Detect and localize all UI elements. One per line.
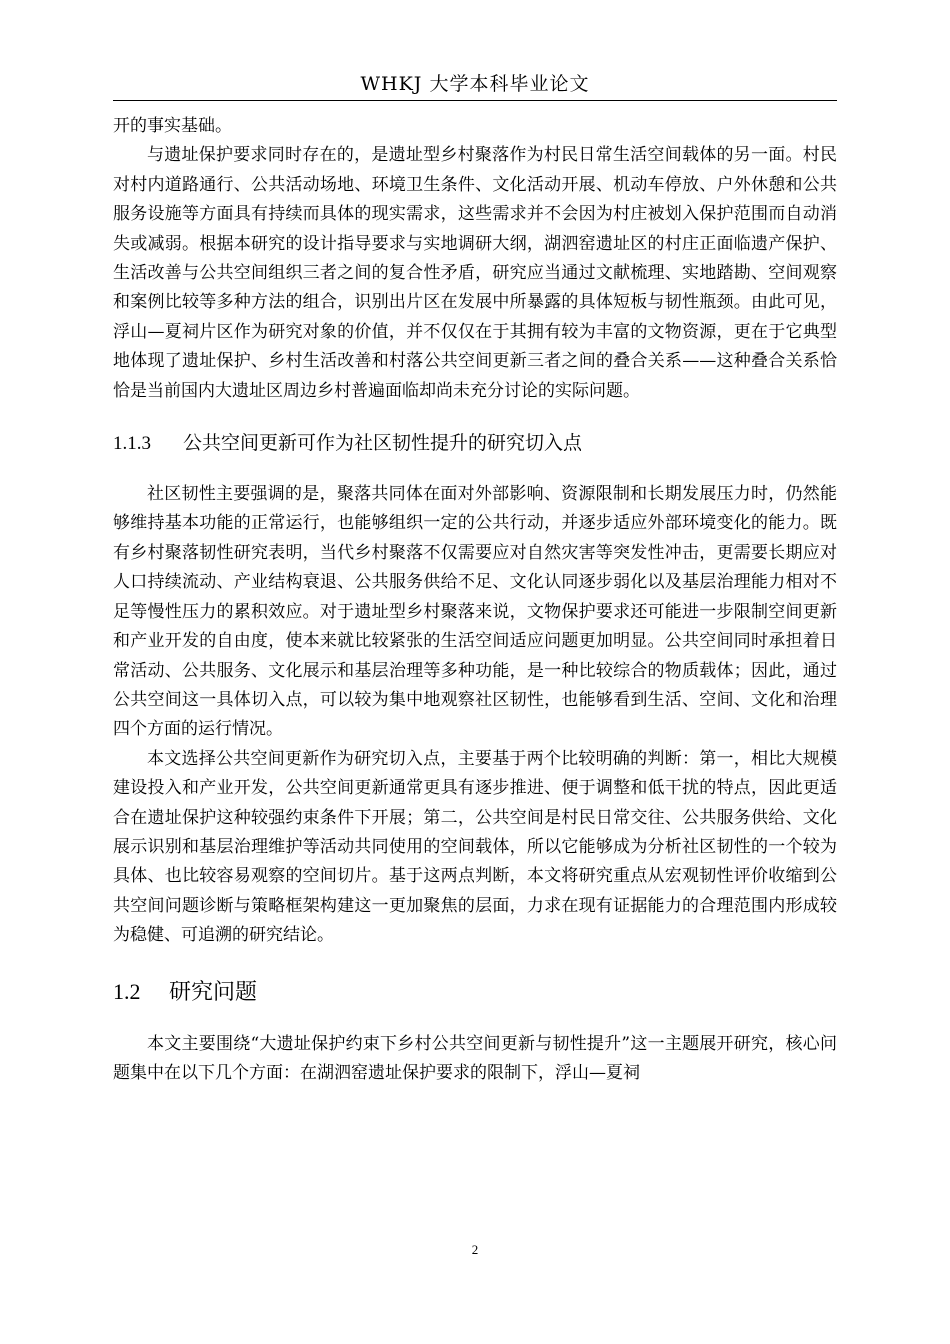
section-title: 公共空间更新可作为社区韧性提升的研究切入点: [183, 432, 583, 455]
header-rule: [113, 100, 837, 101]
paragraph: 本文主要围绕“大遗址保护约束下乡村公共空间更新与韧性提升”这一主题展开研究，核心问题集中在以下几个方面：在湖泗窑遗址保护要求的限制下，浮山—夏祠: [113, 1033, 837, 1083]
paragraph: 本文选择公共空间更新作为研究切入点，主要基于两个比较明确的判断：第一，相比大规模建设投入和产业开发，公共空间更新通常更具有逐步推进、便于调整和低干扰的特点，因此更适合在遗址保护这种较强约束条件下开展；第二，公共空间是村民日常交往、公共服务供给、文化展示识别和基层治理维护等活动共同使用的空间载体，所以它能够成为分析社区韧性的一个较为具体、也比较容易观察的空间切片。基于这两点判断，本文将研究重点从宏观韧性评价收缩到公共空间问题诊断与策略框架构建这一更加聚焦的层面，力求在现有证据能力的合理范围内形成较为稳健、可追溯的研究结论。: [113, 748, 837, 946]
page-number: 2: [471, 1242, 479, 1257]
section-number: 1.1.3: [113, 433, 151, 455]
paragraph-continuation: 开的事实基础。: [113, 116, 232, 136]
section-heading-1-1-3: [113, 429, 837, 458]
paragraph: 社区韧性主要强调的是，聚落共同体在面对外部影响、资源限制和长期发展压力时，仍然能够维持基本功能的正常运行，也能够组织一定的公共行动，并逐步适应外部环境变化的能力。既有乡村聚落韧性研究表明，当代乡村聚落不仅需要应对自然灾害等突发性冲击，更需要长期应对人口持续流动、产业结构衰退、公共服务供给不足、文化认同逐步弱化以及基层治理能力相对不足等慢性压力的累积效应。对于遗址型乡村聚落来说，文物保护要求还可能进一步限制空间更新和产业开发的自由度，使本来就比较紧张的生活空间适应问题更加明显。公共空间同时承担着日常活动、公共服务、文化展示和基层治理等多种功能，是一种比较综合的物质载体；因此，通过公共空间这一具体切入点，可以较为集中地观察社区韧性，也能够看到生活、空间、文化和治理四个方面的运行情况。: [113, 484, 837, 740]
section-title: 研究问题: [169, 979, 258, 1005]
section-number: 1.2: [113, 978, 141, 1004]
running-header: WHKJ 大学本科毕业论文: [360, 73, 590, 95]
paragraph: 与遗址保护要求同时存在的，是遗址型乡村聚落作为村民日常生活空间载体的另一面。村民对村内道路通行、公共活动场地、环境卫生条件、文化活动开展、机动车停放、户外休憩和公共服务设施等方面具有持续而具体的现实需求，这些需求并不会因为村庄被划入保护范围而自动消失或减弱。根据本研究的设计指导要求与实地调研大纲，湖泗窑遗址区的村庄正面临遗产保护、生活改善与公共空间组织三者之间的复合性矛盾，研究应当通过文献梳理、实地踏勘、空间观察和案例比较等多种方法的组合，识别出片区在发展中所暴露的具体短板与韧性瓶颈。由此可见，浮山—夏祠片区作为研究对象的价值，并不仅仅在于其拥有较为丰富的文物资源，更在于它典型地体现了遗址保护、乡村生活改善和村落公共空间更新三者之间的叠合关系——这种叠合关系恰恰是当前国内大遗址区周边乡村普遍面临却尚未充分讨论的实际问题。: [113, 145, 837, 401]
section-heading-1-2: [113, 977, 837, 1008]
page-body: [113, 112, 837, 1088]
